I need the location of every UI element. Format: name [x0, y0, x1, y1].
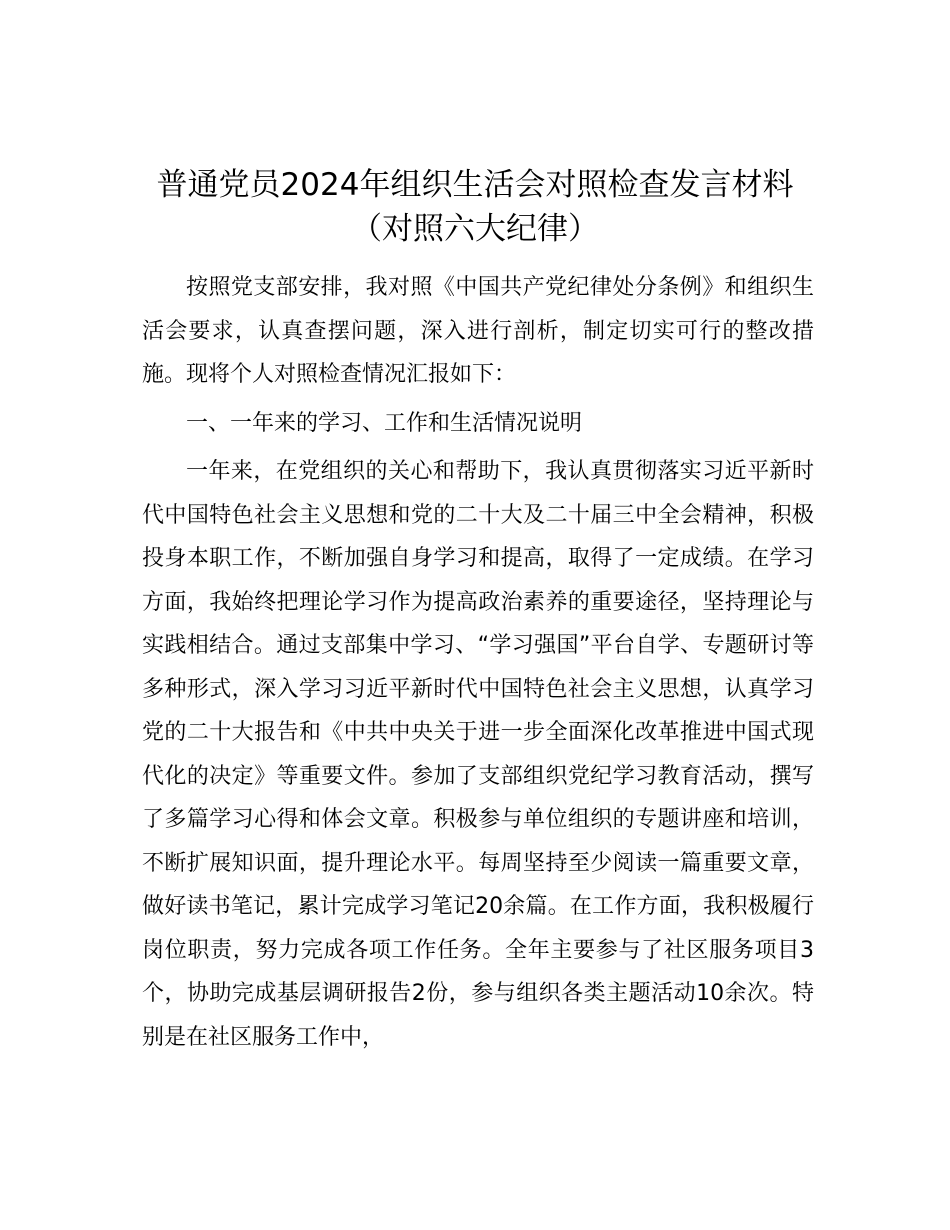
body-paragraph: 一年来，在党组织的关心和帮助下，我认真贯彻落实习近平新时代中国特色社会主义思想和党的二十大及二十届三中全会精神，积极投身本职工作，不断加强自身学习和提高，取得了一定成绩。在学习方面，我始终把理论学习作为提高政治素养的重要途径，坚持理论与实践相结合。通过支部集中学习、“学习强国”平台自学、专题研讨等多种形式，深入学习习近平新时代中国特色社会主义思想，认真学习党的二十大报告和《中共中央关于进一步全面深化改革推进中国式现代化的决定》等重要文件。参加了支部组织党纪学习教育活动，撰写了多篇学习心得和体会文章。积极参与单位组织的专题讲座和培训，不断扩展知识面，提升理论水平。每周坚持至少阅读一篇重要文章，做好读书笔记，累计完成学习笔记20余篇。在工作方面，我积极履行岗位职责，努力完成各项工作任务。全年主要参与了社区服务项目3个，协助完成基层调研报告2份，参与组织各类主题活动10余次。特别是在社区服务工作中，: [142, 459, 814, 1050]
document-body: [142, 266, 814, 1059]
section-heading: 一、一年来的学习、工作和生活情况说明: [186, 410, 583, 436]
intro-paragraph: 按照党支部安排，我对照《中国共产党纪律处分条例》和组织生活会要求，认真查摆问题，深入进行剖析，制定切实可行的整改措施。现将个人对照检查情况汇报如下：: [142, 275, 814, 387]
document-title: 普通党员2024年组织生活会对照检查发言材料（对照六大纪律）: [156, 167, 794, 247]
